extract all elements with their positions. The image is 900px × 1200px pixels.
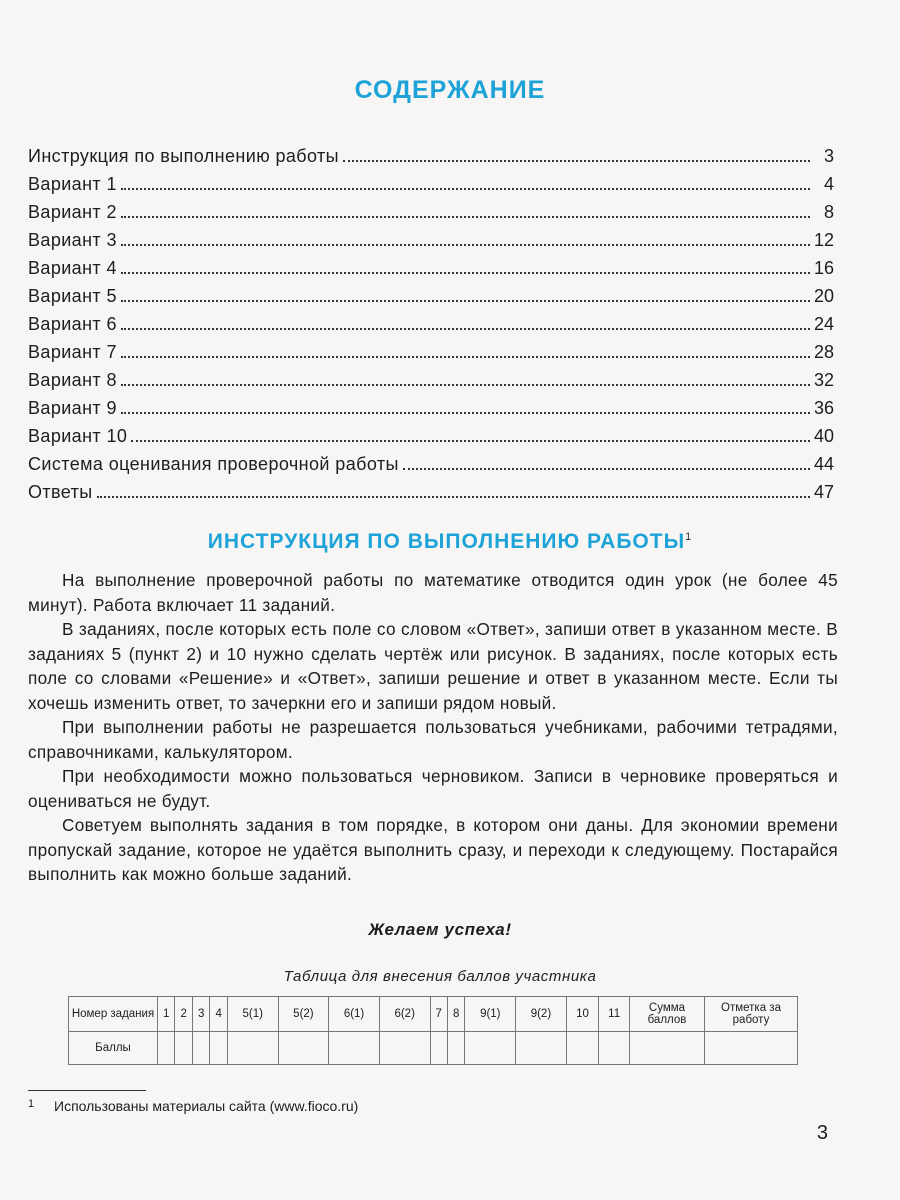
toc-leader-dots xyxy=(121,356,810,358)
score-cell[interactable] xyxy=(599,1032,630,1065)
toc-item-label: Вариант 4 xyxy=(28,258,117,278)
toc-leader-dots xyxy=(343,160,810,162)
toc-item[interactable] xyxy=(28,226,834,254)
instruction-paragraph: На выполнение проверочной работы по математике отводится один урок (не более 45 минут). Работа включает 11 заданий. xyxy=(28,570,838,615)
column-header: 8 xyxy=(447,997,464,1032)
score-cell[interactable] xyxy=(192,1032,209,1065)
toc-item-page: 16 xyxy=(813,258,834,278)
toc-item[interactable] xyxy=(28,478,834,506)
column-header: 10 xyxy=(566,997,599,1032)
column-header: 2 xyxy=(175,997,192,1032)
column-header: 6(2) xyxy=(379,997,430,1032)
toc-item-page: 40 xyxy=(813,426,834,446)
score-cell[interactable] xyxy=(158,1032,175,1065)
toc-item-page: 3 xyxy=(823,146,834,166)
instruction-paragraph: В заданиях, после которых есть поле со словом «Ответ», запиши ответ в указанном месте. В заданиях 5 (пункт 2) и 10 нужно сделать чертёж или рисунок. В заданиях, после которых есть поле со словами «Решение» и «Ответ», запиши решение и ответ в указанном месте. Если ты хочешь изменить ответ, то зачеркни его и запиши рядом новый. xyxy=(28,619,838,713)
instructions-body xyxy=(28,568,838,887)
column-header-total: Сумма баллов xyxy=(630,997,705,1032)
score-cell[interactable] xyxy=(430,1032,447,1065)
instruction-paragraph: При необходимости можно пользоваться черновиком. Записи в черновике проверяться и оцениваться не будут. xyxy=(28,766,838,811)
toc-item[interactable] xyxy=(28,338,834,366)
column-header: 5(1) xyxy=(227,997,278,1032)
score-cell[interactable] xyxy=(566,1032,599,1065)
instruction-paragraph: Советуем выполнять задания в том порядке, в котором они даны. Для экономии времени пропускай задание, которое не удаётся выполнить сразу, и переходи к следующему. Постарайся выполнить как можно больше заданий. xyxy=(28,815,838,884)
footnote-divider xyxy=(28,1090,146,1091)
score-table-score-row xyxy=(69,1032,798,1065)
row-header-scores: Баллы xyxy=(69,1032,158,1065)
column-header: 11 xyxy=(599,997,630,1032)
toc-leader-dots xyxy=(121,216,810,218)
toc-item[interactable] xyxy=(28,282,834,310)
toc-item[interactable] xyxy=(28,422,834,450)
score-cell[interactable] xyxy=(329,1032,380,1065)
toc-item-page: 47 xyxy=(813,482,834,502)
footnote xyxy=(28,1098,358,1114)
column-header: 1 xyxy=(158,997,175,1032)
page-number: 3 xyxy=(816,1122,828,1144)
footnote-number: 1 xyxy=(28,1098,35,1110)
toc-leader-dots xyxy=(121,300,810,302)
column-header: 9(1) xyxy=(465,997,516,1032)
toc-leader-dots xyxy=(121,244,810,246)
score-total-cell[interactable] xyxy=(630,1032,705,1065)
toc-leader-dots xyxy=(403,468,810,470)
column-header: 3 xyxy=(192,997,209,1032)
toc-item[interactable] xyxy=(28,198,834,226)
toc-item[interactable] xyxy=(28,142,834,170)
toc-leader-dots xyxy=(97,496,810,498)
toc-item-page: 24 xyxy=(813,314,834,334)
toc-leader-dots xyxy=(121,328,810,330)
toc-item-label: Инструкция по выполнению работы xyxy=(28,146,340,166)
toc-item-page: 44 xyxy=(813,454,834,474)
column-header: 9(2) xyxy=(516,997,567,1032)
footnote-mark[interactable]: 1 xyxy=(685,531,693,543)
instructions-title xyxy=(0,530,900,554)
toc-leader-dots xyxy=(121,188,810,190)
toc-item-page: 36 xyxy=(813,398,834,418)
toc-item-label: Вариант 9 xyxy=(28,398,117,418)
score-cell[interactable] xyxy=(175,1032,192,1065)
score-cell[interactable] xyxy=(516,1032,567,1065)
toc-item-label: Ответы xyxy=(28,482,93,502)
score-table-header-row xyxy=(69,997,798,1032)
score-table xyxy=(68,996,798,1065)
toc-item-page: 28 xyxy=(813,342,834,362)
column-header: 4 xyxy=(210,997,227,1032)
toc-item[interactable] xyxy=(28,310,834,338)
instruction-paragraph: При выполнении работы не разрешается пользоваться учебниками, рабочими тетрадями, справочниками, калькулятором. xyxy=(28,717,838,762)
toc-item-label: Вариант 1 xyxy=(28,174,117,194)
toc-item-page: 32 xyxy=(813,370,834,390)
toc-item-page: 4 xyxy=(823,174,834,194)
wish-text: Желаем успеха! xyxy=(368,920,512,939)
score-cell[interactable] xyxy=(227,1032,278,1065)
score-cell[interactable] xyxy=(379,1032,430,1065)
score-cell[interactable] xyxy=(278,1032,329,1065)
toc-item-label: Вариант 10 xyxy=(28,426,128,446)
toc-leader-dots xyxy=(121,384,810,386)
score-cell[interactable] xyxy=(447,1032,464,1065)
score-cell[interactable] xyxy=(210,1032,227,1065)
grade-cell[interactable] xyxy=(705,1032,798,1065)
toc-item[interactable] xyxy=(28,394,834,422)
table-of-contents xyxy=(28,142,834,506)
toc-item-label: Вариант 7 xyxy=(28,342,117,362)
toc-item-label: Вариант 6 xyxy=(28,314,117,334)
score-table-caption: Таблица для внесения баллов участника xyxy=(283,968,597,985)
row-header-task-number: Номер задания xyxy=(69,997,158,1032)
column-header: 5(2) xyxy=(278,997,329,1032)
column-header: 7 xyxy=(430,997,447,1032)
toc-item-label: Вариант 5 xyxy=(28,286,117,306)
toc-item-page: 8 xyxy=(823,202,834,222)
toc-item[interactable] xyxy=(28,450,834,478)
toc-item-page: 12 xyxy=(813,230,834,250)
footnote-text: Использованы материалы сайта (www.fioco.ru) xyxy=(54,1098,359,1114)
toc-item[interactable] xyxy=(28,170,834,198)
toc-leader-dots xyxy=(121,272,810,274)
toc-item-label: Вариант 3 xyxy=(28,230,117,250)
column-header: 6(1) xyxy=(329,997,380,1032)
toc-item-page: 20 xyxy=(813,286,834,306)
toc-title: СОДЕРЖАНИЕ xyxy=(354,76,546,104)
toc-item[interactable] xyxy=(28,254,834,282)
toc-leader-dots xyxy=(121,412,810,414)
toc-item-label: Вариант 8 xyxy=(28,370,117,390)
toc-leader-dots xyxy=(131,440,810,442)
toc-item-label: Вариант 2 xyxy=(28,202,117,222)
toc-item-label: Система оценивания проверочной работы xyxy=(28,454,399,474)
toc-item[interactable] xyxy=(28,366,834,394)
column-header-grade: Отметка за работу xyxy=(705,997,798,1032)
instructions-title-text: ИНСТРУКЦИЯ ПО ВЫПОЛНЕНИЮ РАБОТЫ xyxy=(207,530,686,553)
score-cell[interactable] xyxy=(465,1032,516,1065)
